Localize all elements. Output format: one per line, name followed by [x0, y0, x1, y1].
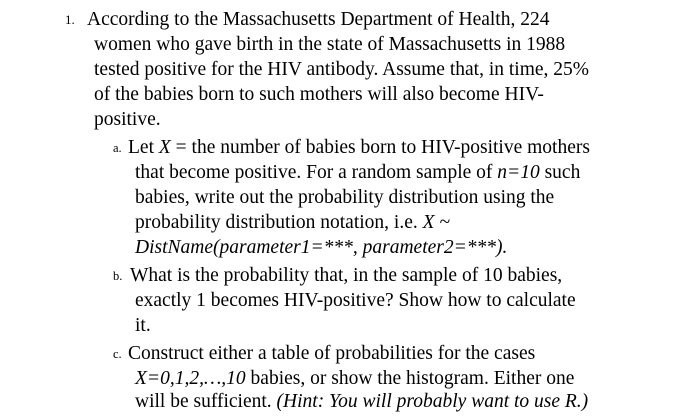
part-b-marker: b. [113, 269, 123, 283]
part-c-line-1: Construct either a table of probabilities for the cases [128, 343, 536, 364]
stem-line-4: of the babies born to such mothers will also become HIV- [94, 84, 544, 105]
part-a-marker: a. [113, 141, 122, 155]
part-b-line-3: it. [135, 315, 151, 336]
part-b-line-1: What is the probability that, in the sample of 10 babies, [130, 265, 563, 286]
stem-line-2: women who gave birth in the state of Massachusetts in 1988 [94, 34, 566, 55]
part-c-marker: c. [113, 347, 122, 361]
question-number: 1. [65, 12, 75, 27]
part-a-line-2: that become positive. For a random sample of n=10 such [135, 162, 581, 183]
part-a-line-4: probability distribution notation, i.e. X ~ [135, 212, 450, 233]
part-a-line-1: Let X = the number of babies born to HIV-positive mothers [128, 137, 590, 158]
part-c-line-2: X=0,1,2,…,10 babies, or show the histogram. Either one [135, 368, 575, 389]
part-a-line-3: babies, write out the probability distribution using the [135, 187, 555, 208]
part-a-line-5: DistName(parameter1=***, parameter2=***). [135, 237, 508, 258]
part-c-line-3: will be sufficient. (Hint: You will probably want to use R.) [135, 391, 589, 412]
stem-line-3: tested positive for the HIV antibody. Assume that, in time, 25% [94, 59, 590, 80]
part-b-line-2: exactly 1 becomes HIV-positive? Show how to calculate [135, 290, 576, 311]
stem-line-1: According to the Massachusetts Department of Health, 224 [87, 9, 550, 30]
stem-line-5: positive. [94, 109, 161, 130]
